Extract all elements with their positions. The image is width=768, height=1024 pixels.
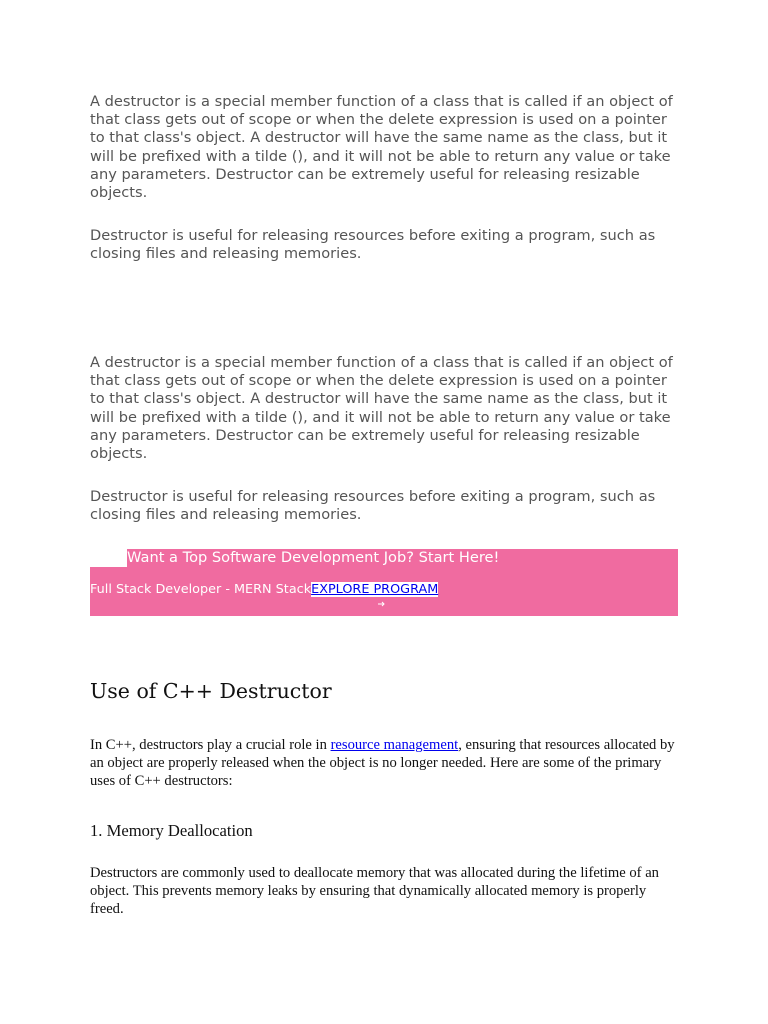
banner-subtitle: Full Stack Developer - MERN Stack [90, 582, 312, 597]
intro-paragraph-4: Destructor is useful for releasing resources before exiting a program, such as closing files and releasing memories. [90, 488, 656, 524]
banner-notch [90, 549, 127, 567]
resource-management-link[interactable]: resource management [330, 737, 459, 753]
intro-paragraph-2: Destructor is useful for releasing resources before exiting a program, such as closing files and releasing memories. [90, 227, 656, 263]
banner-title: Want a Top Software Development Job? Start Here! [127, 549, 500, 566]
promo-banner [90, 549, 678, 616]
section-intro-text-before: In C++, destructors play a crucial role in [90, 737, 331, 753]
subsection-heading: 1. Memory Deallocation [90, 821, 253, 840]
section-intro-paragraph [90, 736, 682, 791]
section-intro-text-after: , ensuring that resources allocated by an object are properly released when the object is no longer needed. Here are some of the primary uses of C++ destructors: [90, 737, 675, 790]
arrow-icon [378, 601, 386, 607]
intro-paragraph-1: A destructor is a special member function of a class that is called if an object of that class gets out of scope or when the delete expression is used on a pointer to that class's object. A destructor will have the same name as the class, but it will be prefixed with a tilde (), and it will not be able to return any value or take any parameters. Destructor can be extremely useful for releasing resizable objects. [90, 93, 673, 202]
explore-program-link[interactable]: EXPLORE PROGRAM [311, 582, 439, 597]
intro-paragraph-3: A destructor is a special member function of a class that is called if an object of that class gets out of scope or when the delete expression is used on a pointer to that class's object. A destructor will have the same name as the class, but it will be prefixed with a tilde (), and it will not be able to return any value or take any parameters. Destructor can be extremely useful for releasing resizable objects. [90, 354, 673, 463]
section-heading: Use of C++ Destructor [90, 679, 332, 703]
subsection-body: Destructors are commonly used to deallocate memory that was allocated during the lifetime of an object. This prevents memory leaks by ensuring that dynamically allocated memory is properly freed. [90, 865, 659, 918]
banner-row [90, 582, 438, 598]
